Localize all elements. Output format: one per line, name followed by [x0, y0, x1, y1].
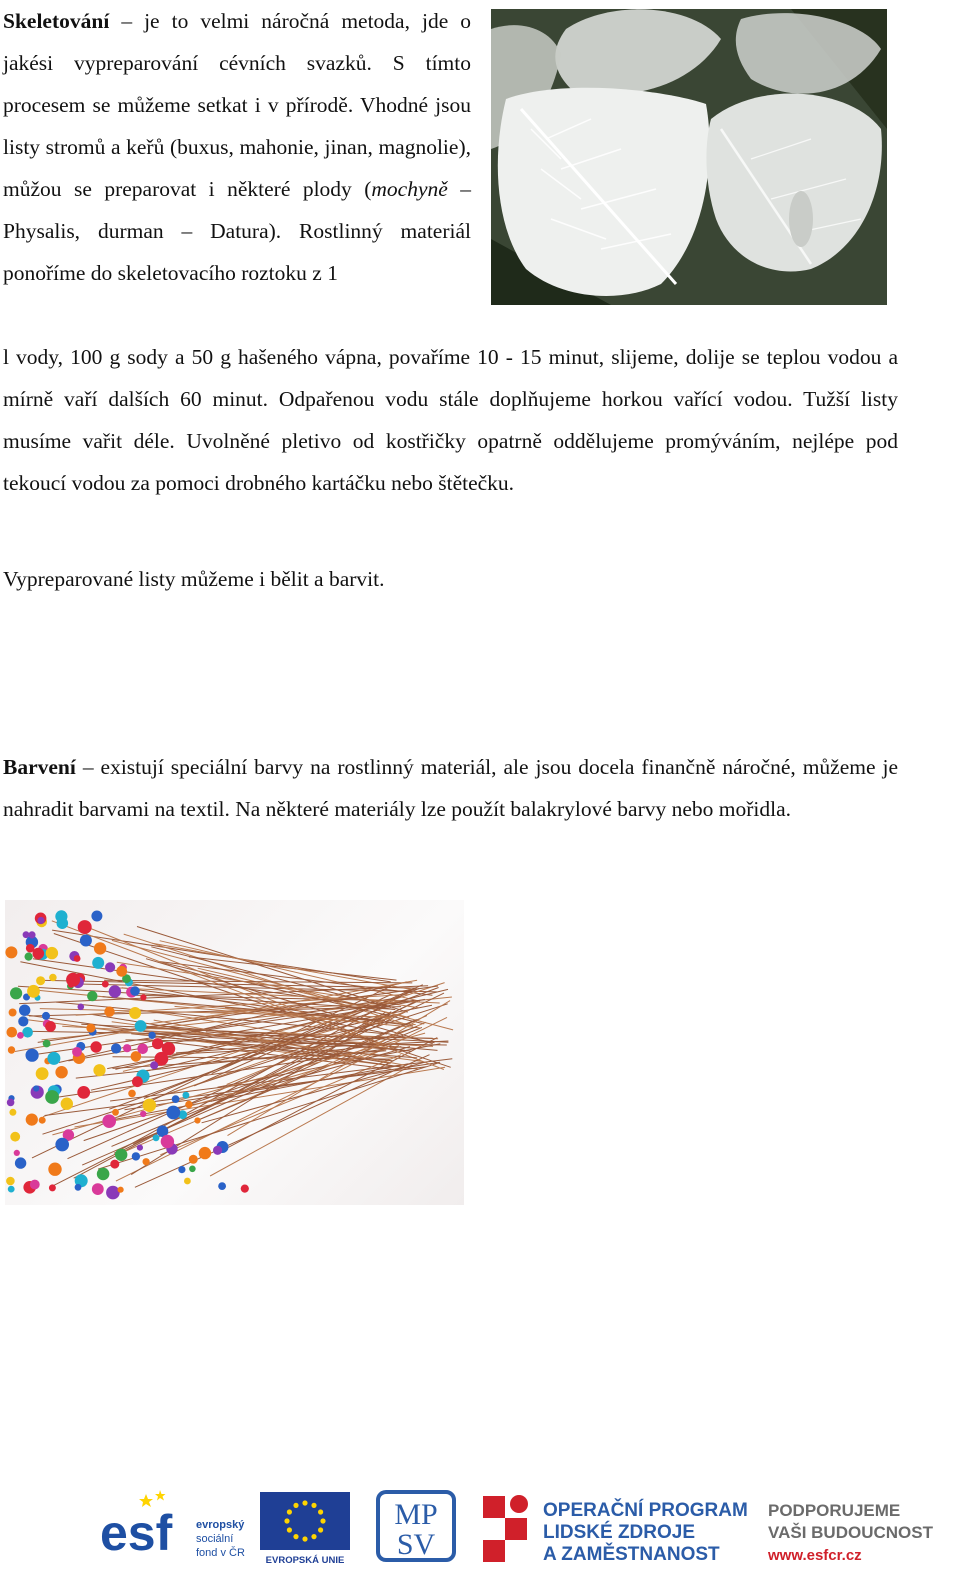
- flower-head: [8, 1186, 15, 1193]
- flower-head: [75, 1184, 82, 1191]
- flower-head: [104, 1007, 114, 1017]
- paragraph-text: – je to velmi náročná metoda, jde o jakési vypreparování cévních svazků. S tímto procesem se můžeme setkat i v přírodě. Vhodné jsou listy stromů a keřů (buxus, mahonie, jinan, magnolie), můžou se preparovat i některé plody (: [3, 9, 471, 201]
- eu-star-icon: [284, 1518, 289, 1523]
- flower-head: [183, 1092, 190, 1099]
- eu-star-icon: [302, 1500, 307, 1505]
- paragraph-skeletovani: [3, 0, 471, 294]
- flower-head: [135, 1020, 147, 1032]
- flower-head: [6, 1177, 15, 1186]
- esf-line1: evropský: [196, 1519, 245, 1531]
- flower-head: [110, 1160, 119, 1169]
- flower-head: [39, 1117, 46, 1124]
- flower-head: [143, 1099, 156, 1112]
- podpora-line1: PODPORUJEME: [768, 1501, 901, 1520]
- eu-star-icon: [311, 1534, 316, 1539]
- flower-head: [161, 1135, 174, 1148]
- eu-logo: [260, 1488, 350, 1566]
- flower-head: [166, 1106, 180, 1120]
- flower-head: [80, 935, 92, 947]
- paragraph-barveni: [3, 746, 898, 830]
- flower-head: [97, 1168, 110, 1181]
- podporujeme-logo: [768, 1488, 948, 1566]
- mpsv-logo: [376, 1488, 456, 1564]
- flower-head: [137, 1044, 148, 1055]
- flower-head: [47, 1052, 60, 1065]
- paragraph-beleni: Vypreparované listy můžeme i bělit a barvit.: [3, 567, 385, 591]
- flower-head: [22, 1027, 33, 1038]
- flower-head: [118, 1187, 124, 1193]
- mpsv-top: MP: [394, 1498, 438, 1531]
- flower-head: [74, 955, 81, 962]
- flower-head: [87, 991, 97, 1001]
- skeletonized-leaves-photo: [491, 9, 887, 305]
- flower-head: [77, 1086, 90, 1099]
- flower-head: [55, 1066, 67, 1078]
- paragraph-text: – existují speciální barvy na rostlinný materiál, ale jsou docela finančně náročné, můžeme je nahradit barvami na textil. Na některé materiály lze použít balakrylové barvy nebo mořidla.: [3, 755, 898, 821]
- flower-head: [10, 1132, 20, 1142]
- dyed-flowers-photo: [5, 900, 464, 1205]
- flower-head: [78, 920, 92, 934]
- term-skeletovani: Skeletování: [3, 9, 110, 33]
- eu-star-icon: [293, 1503, 298, 1508]
- flower-head: [49, 1184, 56, 1191]
- flower-head: [153, 1135, 160, 1142]
- flower-head: [185, 1101, 192, 1108]
- flower-head: [10, 987, 22, 999]
- footer-logos: [98, 1488, 948, 1568]
- eu-star-icon: [320, 1518, 325, 1523]
- eu-star-icon: [287, 1527, 292, 1532]
- flower-head: [111, 1043, 121, 1053]
- flower-head: [189, 1155, 198, 1164]
- flower-head: [184, 1178, 191, 1185]
- flower-head: [93, 1064, 105, 1076]
- flower-head: [178, 1166, 185, 1173]
- stem: [75, 1067, 446, 1127]
- esf-line3: fond v ČR: [196, 1547, 245, 1559]
- stem: [160, 962, 433, 996]
- flower-head: [18, 1016, 28, 1026]
- mpsv-bottom: SV: [396, 1528, 436, 1561]
- flower-head: [116, 966, 127, 977]
- term-barveni: Barvení: [3, 755, 76, 779]
- flower-head: [36, 1067, 49, 1080]
- podpora-line3: www.esfcr.cz: [768, 1547, 862, 1564]
- flower-head: [36, 976, 45, 985]
- flower-head: [140, 1111, 146, 1117]
- flower-head: [94, 942, 106, 954]
- stem: [117, 962, 419, 1008]
- podpora-line2: VAŠI BUDOUCNOST: [768, 1523, 933, 1542]
- flower-head: [213, 1146, 222, 1155]
- flower-head: [86, 1024, 95, 1033]
- flower-head: [78, 1004, 85, 1011]
- eu-star-icon: [287, 1509, 292, 1514]
- eu-caption: EVROPSKÁ UNIE: [265, 1555, 345, 1566]
- flower-head: [92, 957, 104, 969]
- esf-line2: sociální: [196, 1533, 234, 1545]
- flower-head: [72, 1047, 82, 1057]
- flower-head: [14, 1150, 20, 1156]
- flower-head: [66, 973, 80, 987]
- flower-head: [132, 1152, 140, 1160]
- flower-head: [152, 1038, 163, 1049]
- flower-head: [49, 974, 57, 982]
- flower-head: [199, 1147, 211, 1159]
- flower-head: [45, 1021, 56, 1032]
- paragraph-text: – Physalis, durman – Datura). Rostlinný materiál ponoříme do skeletovacího roztoku z 1: [3, 177, 472, 285]
- flower-head: [25, 953, 33, 961]
- op-line3: A ZAMĚSTNANOST: [543, 1544, 720, 1565]
- flower-head: [5, 946, 17, 958]
- flower-head: [37, 917, 44, 924]
- flower-head: [26, 944, 35, 953]
- flower-head: [143, 1158, 150, 1165]
- eu-star-icon: [311, 1503, 316, 1508]
- flower-head: [129, 1007, 141, 1019]
- flower-head: [43, 1040, 51, 1048]
- flower-head: [42, 1012, 50, 1020]
- eu-star-icon: [318, 1509, 323, 1514]
- flower-head: [102, 981, 109, 988]
- flower-head: [140, 994, 146, 1000]
- flower-head: [30, 1180, 40, 1190]
- flower-head: [91, 911, 102, 922]
- esf-mark: esf: [100, 1505, 173, 1561]
- flower-head: [46, 947, 58, 959]
- flower-head: [9, 1009, 17, 1017]
- flower-head: [189, 1166, 196, 1173]
- flower-head: [148, 1032, 155, 1039]
- flower-head: [109, 985, 121, 997]
- flower-head: [61, 1098, 73, 1110]
- flower-head: [128, 1090, 136, 1098]
- eu-star-icon: [318, 1527, 323, 1532]
- flower-head: [15, 1157, 26, 1168]
- flower-head: [112, 1109, 119, 1116]
- flower-head: [45, 1090, 59, 1104]
- flower-head: [137, 1145, 143, 1151]
- flower-head: [7, 1099, 15, 1107]
- flower-head: [218, 1182, 226, 1190]
- flower-head: [55, 910, 67, 922]
- flower-head: [123, 1044, 131, 1052]
- flower-head: [102, 1114, 116, 1128]
- flower-head: [26, 1049, 39, 1062]
- flower-head: [115, 1149, 127, 1161]
- flower-head: [132, 1076, 143, 1087]
- flower-head: [55, 1138, 69, 1152]
- flower-head: [19, 1005, 30, 1016]
- eu-star-icon: [302, 1536, 307, 1541]
- flower-head: [106, 1186, 120, 1200]
- flower-head: [92, 1183, 104, 1195]
- eu-star-icon: [293, 1534, 298, 1539]
- flower-head: [48, 1163, 61, 1176]
- op-line2: LIDSKÉ ZDROJE: [543, 1522, 696, 1543]
- flower-head: [28, 931, 35, 938]
- flower-head: [26, 1114, 38, 1126]
- op-line1: OPERAČNÍ PROGRAM: [543, 1500, 748, 1521]
- op-lzz-logo: [483, 1488, 748, 1566]
- flower-head: [194, 1117, 200, 1123]
- flower-head: [33, 1085, 39, 1091]
- flower-head: [105, 962, 115, 972]
- paragraph-skeletovani-continued: l vody, 100 g sody a 50 g hašeného vápna, povaříme 10 - 15 minut, slijeme, dolije se teplou vodou a mírně vaří dalších 60 minut. Odpařenou vodu stále doplňujeme horkou vařící vodou. Tužší listy musíme vařit déle. Uvolněné pletivo od kostřičky opatrně oddělujeme promýváním, nejlépe pod tekoucí vodou za pomoci drobného kartáčku nebo štětečku.: [3, 345, 898, 495]
- flower-head: [27, 985, 40, 998]
- italic-term: mochyně: [371, 177, 448, 201]
- flower-head: [130, 986, 140, 996]
- flower-head: [8, 1046, 15, 1053]
- flower-head: [17, 1032, 24, 1039]
- flower-head: [150, 1061, 158, 1069]
- flower-head: [90, 1041, 101, 1052]
- esf-logo: [98, 1488, 253, 1566]
- flower-head: [172, 1095, 180, 1103]
- flower-head: [9, 1109, 16, 1116]
- flower-head: [7, 1027, 18, 1038]
- flower-head: [241, 1185, 249, 1193]
